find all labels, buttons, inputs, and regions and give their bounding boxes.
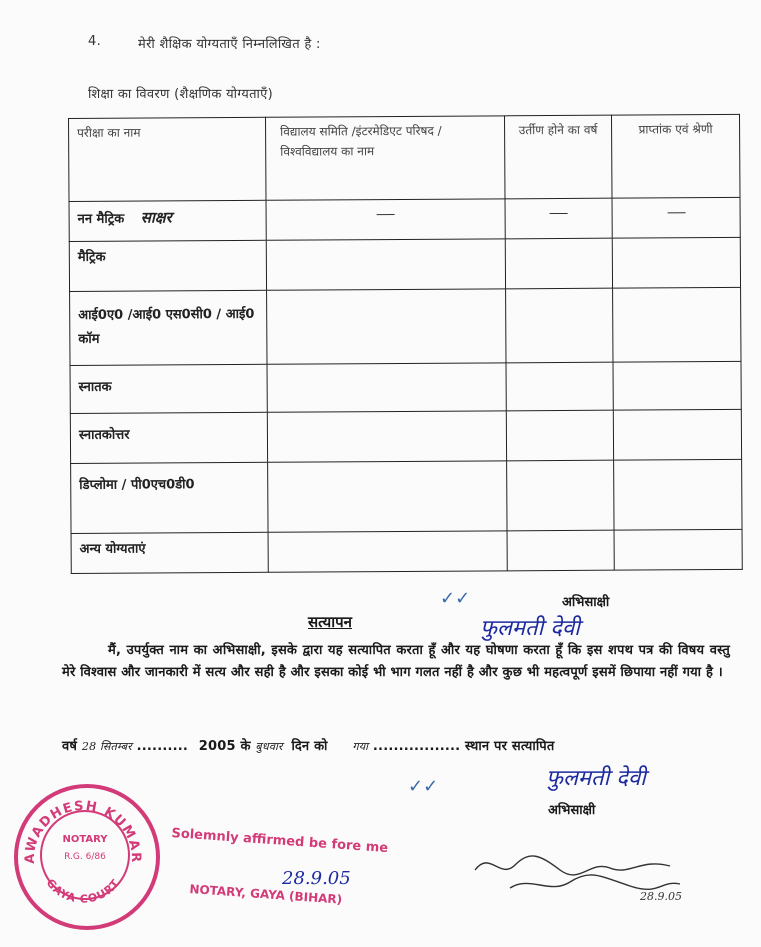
header-board: विद्यालय समिति /इंटरमेडिएट परिषद / विश्वविद्यालय का नाम	[265, 116, 505, 200]
cell-year	[507, 460, 614, 531]
row-label	[69, 200, 266, 241]
cell-board	[267, 363, 506, 412]
day-label: दिन को	[291, 739, 328, 754]
check-mark: ✓✓	[440, 588, 471, 609]
year-label: वर्ष	[62, 739, 78, 754]
stamp-inner-ring	[40, 810, 130, 900]
handwritten-date: 28 सितम्बर	[81, 740, 132, 753]
cell-board	[267, 289, 506, 364]
table-row	[70, 361, 741, 413]
table-row	[71, 459, 742, 533]
cell-board	[266, 239, 505, 290]
cell-year	[506, 362, 613, 411]
item-heading: मेरी शैक्षिक योग्यताएँ निम्नलिखित है :	[138, 37, 321, 52]
cell-marks	[614, 529, 742, 570]
notary-affirmed: Solemnly affirmed be fore me	[170, 826, 389, 857]
header-exam: परीक्षा का नाम	[69, 117, 267, 201]
cell-board	[267, 411, 506, 462]
row-label: अन्य योग्यताएं	[71, 532, 268, 573]
cell-year	[505, 198, 612, 239]
table-row	[69, 237, 740, 291]
dash-mark	[550, 213, 568, 214]
cell-marks	[612, 197, 740, 238]
notary-sig-date: 28.9.05	[640, 890, 682, 903]
dash-mark	[667, 212, 685, 213]
row-label-text: नन मैट्रिक	[77, 211, 125, 227]
table-header-row	[69, 114, 740, 201]
cell-year	[506, 410, 613, 461]
place-label: स्थान पर सत्यापित	[465, 739, 555, 754]
row-label: मैट्रिक	[69, 240, 266, 291]
cell-marks	[614, 459, 742, 530]
notary-handwritten-date: 28.9.05	[282, 868, 351, 889]
cell-marks	[613, 287, 741, 362]
stamp-bottom-text: GAYA COURT	[43, 876, 123, 906]
verification-line	[62, 736, 742, 758]
education-table	[68, 114, 743, 574]
cell-board	[266, 199, 505, 240]
cell-board	[268, 461, 507, 532]
section-title: शिक्षा का विवरण (शैक्षणिक योग्यताएँ)	[88, 87, 274, 102]
stamp-center: NOTARY	[62, 834, 108, 845]
cell-marks	[612, 237, 740, 288]
row-label: स्नातक	[70, 364, 267, 413]
stamp-reg: R.G. 6/86	[64, 852, 106, 862]
cell-marks	[613, 409, 741, 460]
item-number: 4.	[88, 34, 102, 49]
signature-top: फुलमती देवी	[480, 616, 580, 641]
stamp-top-text: AWADHESH KUMAR	[22, 798, 144, 864]
signature-bottom: फुलमती देवी	[546, 766, 646, 791]
cell-marks	[613, 361, 741, 410]
verification-title: सत्यापन	[308, 613, 352, 631]
row-label: आई0ए0 /आई0 एस0सी0 / आई0 कॉम	[70, 290, 267, 365]
notary-stamp	[14, 784, 160, 930]
header-year: उर्तीण होने का वर्ष	[504, 115, 612, 199]
deponent-label: अभिसाक्षी	[562, 595, 610, 610]
row-label: डिप्लोमा / पी0एच0डी0	[71, 462, 268, 533]
handwritten-place: गया	[352, 740, 369, 753]
check-mark: ✓✓	[408, 776, 439, 797]
table-row	[71, 529, 742, 573]
row-label: स्नातकोत्तर	[70, 412, 267, 463]
table-row	[69, 197, 740, 241]
cell-board	[268, 531, 507, 572]
cell-year	[506, 288, 613, 363]
dots-1: ..........	[136, 739, 189, 754]
dots-2: .................	[372, 739, 461, 754]
handwritten-entry: साक्षर	[140, 208, 172, 227]
year-text: 2005 के	[198, 739, 251, 754]
header-marks: प्राप्तांक एवं श्रेणी	[611, 114, 740, 198]
notary-name: NOTARY, GAYA (BIHAR)	[189, 882, 343, 907]
dash-mark	[377, 214, 395, 215]
cell-year	[507, 530, 614, 571]
table-row	[70, 287, 741, 365]
handwritten-day: बुधवार	[255, 740, 283, 753]
table-row	[70, 409, 741, 463]
verification-paragraph: मैं, उपर्युक्त नाम का अभिसाक्षी, इसके द्वारा यह सत्यापित करता हूँ और यह घोषणा करता हूँ कि इस शपथ पत्र की विषय वस्तु मेरे विश्वास और जानकारी में सत्य और सही है और इसका कोई भी भाग गलत नहीं है और कुछ भी महत्वपूर्ण इसमें छिपाया नहीं गया है ।	[62, 643, 730, 680]
deponent-label-bottom: अभिसाक्षी	[548, 803, 596, 818]
cell-year	[505, 238, 612, 289]
